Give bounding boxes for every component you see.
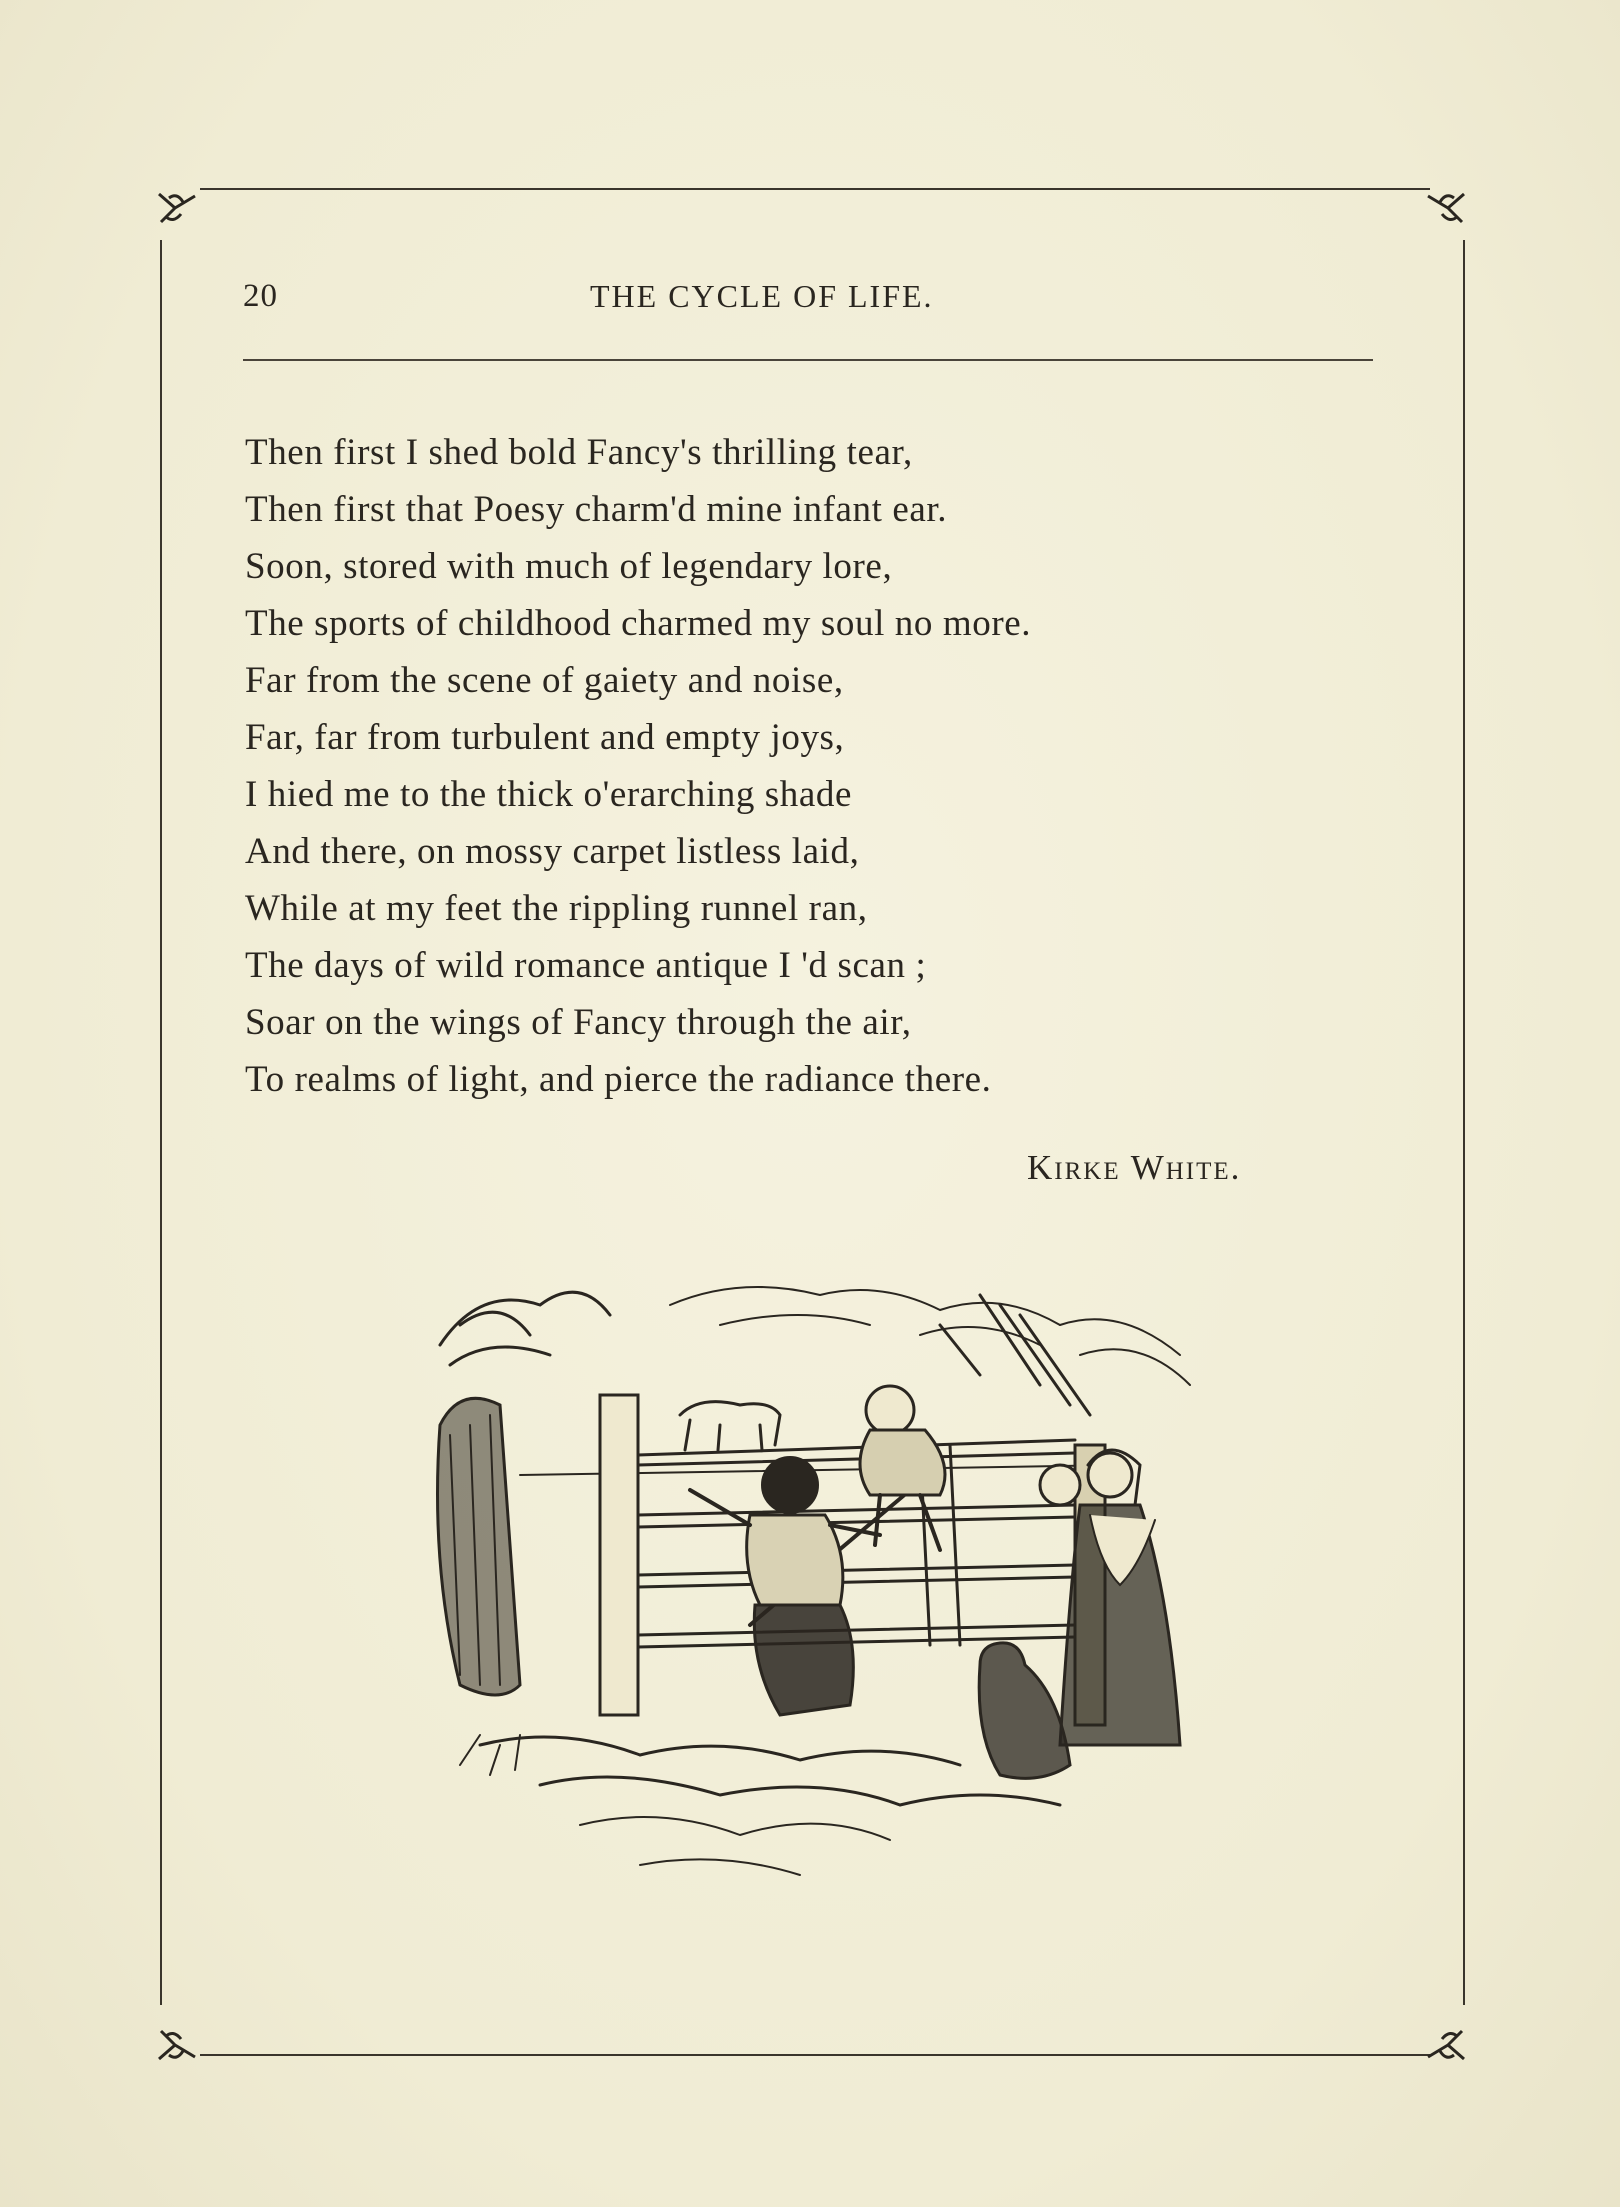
border-top [200, 188, 1430, 190]
poem-line: Then first I shed bold Fancy's thrilling tear, [245, 432, 913, 473]
poem-line: The sports of childhood charmed my soul no more. [245, 603, 1032, 644]
page-number: 20 [243, 278, 278, 314]
poem-attribution: Kirke White. [1027, 1148, 1242, 1187]
corner-ornament-top-right [1422, 188, 1468, 228]
poem-line: And there, on mossy carpet listless laid, [245, 831, 860, 872]
children-at-gate-engraving [420, 1265, 1210, 1965]
poem-line: Far, far from turbulent and empty joys, [245, 717, 845, 758]
poem-stanza [245, 424, 1395, 1108]
poem-line: Soar on the wings of Fancy through the air, [245, 1002, 912, 1043]
corner-ornament-bottom-left [155, 2025, 201, 2065]
header-rule [243, 359, 1373, 361]
running-head [243, 278, 1373, 318]
poem-line: While at my feet the rippling runnel ran, [245, 888, 868, 929]
poem-line: Far from the scene of gaiety and noise, [245, 660, 844, 701]
poem-line: Soon, stored with much of legendary lore, [245, 546, 893, 587]
poem-line: Then first that Poesy charm'd mine infant ear. [245, 489, 948, 530]
poem-line: The days of wild romance antique I 'd scan ; [245, 945, 927, 986]
border-left [160, 240, 162, 2005]
poem-line: To realms of light, and pierce the radiance there. [245, 1059, 992, 1100]
poem-line: I hied me to the thick o'erarching shade [245, 774, 853, 815]
running-title: THE CYCLE OF LIFE. [590, 278, 934, 314]
corner-ornament-top-left [155, 188, 201, 228]
corner-ornament-bottom-right [1422, 2025, 1468, 2065]
border-bottom [200, 2054, 1430, 2056]
engraving-illustration [420, 1265, 1210, 1965]
border-right [1463, 240, 1465, 2005]
